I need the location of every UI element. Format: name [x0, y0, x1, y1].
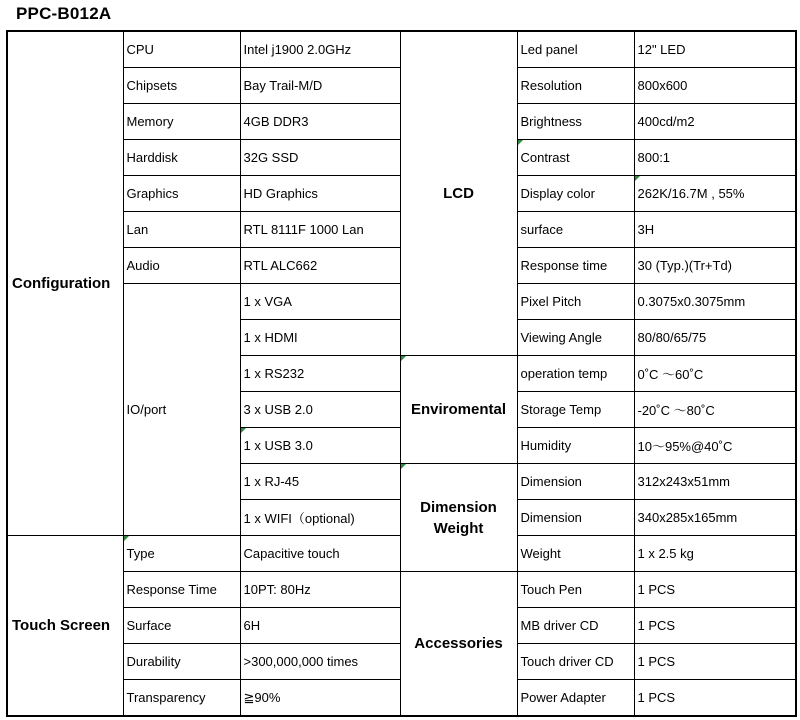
spec-label: Brightness [517, 104, 634, 140]
spec-label: operation temp [517, 356, 634, 392]
spec-value: 1 PCS [634, 644, 796, 680]
spec-value: 80/80/65/75 [634, 320, 796, 356]
spec-label: Touch driver CD [517, 644, 634, 680]
spec-value: Bay Trail-M/D [240, 68, 400, 104]
spec-value: 1 x HDMI [240, 320, 400, 356]
spec-label: Storage Temp [517, 392, 634, 428]
spec-value: RTL ALC662 [240, 248, 400, 284]
spec-value: RTL 8111F 1000 Lan [240, 212, 400, 248]
table-row [7, 31, 796, 68]
spec-table [6, 30, 797, 717]
spec-value: 3H [634, 212, 796, 248]
spec-value: 312x243x51mm [634, 464, 796, 500]
spec-label: CPU [123, 31, 240, 68]
group-environmental: Enviromental [400, 356, 517, 464]
document-title: PPC-B012A [16, 4, 112, 23]
spec-label: Surface [123, 608, 240, 644]
table-row [7, 572, 796, 608]
spec-label: Led panel [517, 31, 634, 68]
group-lcd: LCD [400, 31, 517, 356]
spec-label: Weight [517, 536, 634, 572]
spec-label: Transparency [123, 680, 240, 717]
group-configuration: Configuration [7, 31, 123, 536]
spec-label: Viewing Angle [517, 320, 634, 356]
spec-label: Lan [123, 212, 240, 248]
spec-label: Dimension [517, 464, 634, 500]
spec-label: Contrast [517, 140, 634, 176]
spec-label: Response Time [123, 572, 240, 608]
spec-value: 1 PCS [634, 572, 796, 608]
spec-value: HD Graphics [240, 176, 400, 212]
spec-label: Resolution [517, 68, 634, 104]
spec-value: Intel j1900 2.0GHz [240, 31, 400, 68]
spec-value: 32G SSD [240, 140, 400, 176]
spec-label: Humidity [517, 428, 634, 464]
spec-label: Type [123, 536, 240, 572]
spec-value: 1 x WIFI（optional) [240, 500, 400, 536]
spec-value: 3 x USB 2.0 [240, 392, 400, 428]
spec-value: 1 x VGA [240, 284, 400, 320]
spec-value: 262K/16.7M , 55% [634, 176, 796, 212]
spec-value: 10～95%@40˚C [634, 428, 796, 464]
spec-label: MB driver CD [517, 608, 634, 644]
spec-value: 1 x USB 3.0 [240, 428, 400, 464]
spec-label: Touch Pen [517, 572, 634, 608]
spec-label: Response time [517, 248, 634, 284]
spec-label-io-port: IO/port [123, 284, 240, 536]
group-dimension-weight: Dimension Weight [400, 464, 517, 572]
spec-value: 1 x RJ-45 [240, 464, 400, 500]
group-accessories: Accessories [400, 572, 517, 717]
spec-value: 400cd/m2 [634, 104, 796, 140]
spec-label: Display color [517, 176, 634, 212]
spec-label: Power Adapter [517, 680, 634, 717]
spec-value: 1 x RS232 [240, 356, 400, 392]
spec-value: 340x285x165mm [634, 500, 796, 536]
spec-label: Chipsets [123, 68, 240, 104]
spec-value: 6H [240, 608, 400, 644]
spec-value: 10PT: 80Hz [240, 572, 400, 608]
spec-value: 12" LED [634, 31, 796, 68]
spec-label: Graphics [123, 176, 240, 212]
spec-value: 800x600 [634, 68, 796, 104]
spec-value: 0˚C ～60˚C [634, 356, 796, 392]
group-touch-screen: Touch Screen [7, 536, 123, 717]
spec-value: 4GB DDR3 [240, 104, 400, 140]
spec-value: 30 (Typ.)(Tr+Td) [634, 248, 796, 284]
spec-label: Dimension [517, 500, 634, 536]
spec-value: >300,000,000 times [240, 644, 400, 680]
spec-value: 1 PCS [634, 608, 796, 644]
spec-value: -20˚C ～80˚C [634, 392, 796, 428]
spec-label: Audio [123, 248, 240, 284]
spec-value: 800:1 [634, 140, 796, 176]
spec-label: Pixel Pitch [517, 284, 634, 320]
spec-label: Harddisk [123, 140, 240, 176]
spec-label: surface [517, 212, 634, 248]
spec-label: Memory [123, 104, 240, 140]
spec-value: 1 x 2.5 kg [634, 536, 796, 572]
spec-value: 0.3075x0.3075mm [634, 284, 796, 320]
spec-label: Durability [123, 644, 240, 680]
spec-value: ≧90% [240, 680, 400, 717]
spec-value: Capacitive touch [240, 536, 400, 572]
spec-value: 1 PCS [634, 680, 796, 717]
